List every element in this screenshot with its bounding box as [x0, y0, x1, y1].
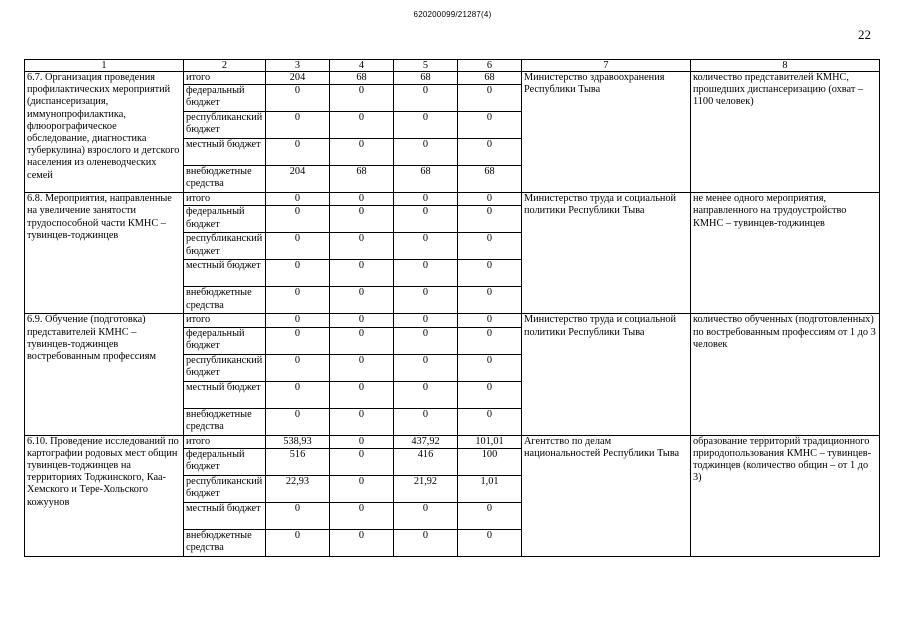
table-row — [25, 435, 880, 448]
funding-value: 0 — [266, 193, 330, 206]
funding-value: 0 — [330, 112, 394, 139]
funding-value: 0 — [394, 381, 458, 408]
funding-value: 0 — [266, 327, 330, 354]
funding-source: федеральный бюджет — [184, 85, 266, 112]
funding-value: 0 — [266, 381, 330, 408]
column-header: 3 — [266, 60, 330, 72]
funding-value: 0 — [330, 206, 394, 233]
funding-value: 0 — [458, 85, 522, 112]
funding-value: 0 — [330, 327, 394, 354]
funding-value: 0 — [394, 139, 458, 166]
funding-value: 0 — [458, 193, 522, 206]
column-header: 4 — [330, 60, 394, 72]
funding-value: 0 — [458, 502, 522, 529]
table-body — [25, 60, 880, 557]
funding-source: внебюджетные средства — [184, 408, 266, 435]
funding-value: 101,01 — [458, 435, 522, 448]
expected-result: не менее одного мероприятия, направленного на трудоустройство КМНС – тувинцев-тоджинцев — [691, 193, 880, 314]
funding-value: 0 — [394, 112, 458, 139]
funding-value: 68 — [458, 166, 522, 193]
funding-value: 204 — [266, 72, 330, 85]
funding-value: 0 — [330, 193, 394, 206]
funding-value: 21,92 — [394, 475, 458, 502]
funding-value: 0 — [394, 529, 458, 556]
funding-value: 0 — [266, 112, 330, 139]
column-header: 7 — [522, 60, 691, 72]
funding-value: 0 — [330, 448, 394, 475]
funding-source: итого — [184, 435, 266, 448]
column-number-row — [25, 60, 880, 72]
funding-value: 538,93 — [266, 435, 330, 448]
funding-value: 0 — [394, 233, 458, 260]
funding-value: 0 — [266, 260, 330, 287]
responsible-organization: Министерство труда и социальной политики Республики Тыва — [522, 193, 691, 314]
funding-value: 0 — [330, 233, 394, 260]
activity-name: 6.8. Мероприятия, направленные на увеличение занятости трудоспособной части КМНС – тувинцев-тоджинцев — [25, 193, 184, 314]
column-header: 1 — [25, 60, 184, 72]
funding-value: 0 — [394, 327, 458, 354]
funding-value: 0 — [330, 529, 394, 556]
funding-value: 0 — [458, 206, 522, 233]
funding-value: 0 — [266, 354, 330, 381]
funding-value: 0 — [266, 529, 330, 556]
activity-name: 6.9. Обучение (подготовка) представителей КМНС – тувинцев-тоджинцев востребованным профессиям — [25, 314, 184, 435]
funding-value: 68 — [394, 166, 458, 193]
funding-value: 516 — [266, 448, 330, 475]
funding-source: федеральный бюджет — [184, 206, 266, 233]
funding-value: 68 — [394, 72, 458, 85]
funding-value: 0 — [458, 381, 522, 408]
funding-value: 0 — [458, 112, 522, 139]
funding-source: республиканский бюджет — [184, 354, 266, 381]
funding-value: 68 — [330, 166, 394, 193]
funding-value: 0 — [394, 193, 458, 206]
funding-source: итого — [184, 193, 266, 206]
funding-source: внебюджетные средства — [184, 287, 266, 314]
funding-value: 0 — [458, 139, 522, 166]
funding-value: 0 — [458, 354, 522, 381]
funding-value: 0 — [458, 314, 522, 327]
funding-value: 68 — [458, 72, 522, 85]
funding-value: 0 — [330, 139, 394, 166]
funding-source: внебюджетные средства — [184, 166, 266, 193]
funding-value: 0 — [458, 260, 522, 287]
funding-value: 0 — [330, 408, 394, 435]
page-number: 22 — [858, 27, 871, 42]
table-row — [25, 72, 880, 85]
responsible-organization: Агентство по делам национальностей Республики Тыва — [522, 435, 691, 556]
funding-value: 0 — [458, 408, 522, 435]
table-row — [25, 314, 880, 327]
column-header: 6 — [458, 60, 522, 72]
funding-source: республиканский бюджет — [184, 112, 266, 139]
funding-value: 0 — [330, 287, 394, 314]
funding-value: 22,93 — [266, 475, 330, 502]
funding-value: 0 — [394, 502, 458, 529]
funding-value: 0 — [394, 287, 458, 314]
funding-value: 0 — [266, 314, 330, 327]
funding-value: 0 — [266, 502, 330, 529]
funding-value: 0 — [330, 85, 394, 112]
funding-value: 0 — [458, 287, 522, 314]
funding-value: 0 — [330, 475, 394, 502]
expected-result: образование территорий традиционного природопользования КМНС – тувинцев-тоджинцев (количество общин – от 1 до 3) — [691, 435, 880, 556]
document-id: 620200099/21287(4) — [413, 10, 492, 19]
activity-name: 6.10. Проведение исследований по картографии родовых мест общин тувинцев-тоджинцев на территориях Тоджинского, Каа-Хемского и Тере-Хольского кожуунов — [25, 435, 184, 556]
funding-value: 0 — [266, 139, 330, 166]
funding-value: 0 — [394, 354, 458, 381]
funding-value: 0 — [458, 233, 522, 260]
funding-value: 0 — [394, 206, 458, 233]
funding-value: 0 — [330, 435, 394, 448]
column-header: 5 — [394, 60, 458, 72]
column-header: 2 — [184, 60, 266, 72]
funding-value: 0 — [394, 314, 458, 327]
funding-value: 0 — [458, 327, 522, 354]
funding-value: 68 — [330, 72, 394, 85]
funding-value: 0 — [266, 233, 330, 260]
funding-value: 0 — [266, 287, 330, 314]
funding-value: 0 — [394, 260, 458, 287]
funding-value: 0 — [266, 85, 330, 112]
funding-source: местный бюджет — [184, 502, 266, 529]
expected-result: количество представителей КМНС, прошедших диспансеризацию (охват – 1100 человек) — [691, 72, 880, 193]
funding-value: 0 — [330, 502, 394, 529]
funding-value: 0 — [330, 260, 394, 287]
funding-value: 204 — [266, 166, 330, 193]
funding-value: 0 — [394, 408, 458, 435]
funding-value: 0 — [266, 408, 330, 435]
funding-source: местный бюджет — [184, 139, 266, 166]
funding-value: 100 — [458, 448, 522, 475]
responsible-organization: Министерство здравоохранения Республики Тыва — [522, 72, 691, 193]
funding-source: внебюджетные средства — [184, 529, 266, 556]
column-header: 8 — [691, 60, 880, 72]
funding-source: республиканский бюджет — [184, 475, 266, 502]
funding-source: итого — [184, 72, 266, 85]
funding-value: 416 — [394, 448, 458, 475]
funding-source: местный бюджет — [184, 381, 266, 408]
funding-source: федеральный бюджет — [184, 448, 266, 475]
funding-value: 0 — [394, 85, 458, 112]
funding-value: 0 — [330, 381, 394, 408]
activity-name: 6.7. Организация проведения профилактических мероприятий (диспансеризация, иммунопрофилактика, флюорографическое обследование, диагностика туберкулина) взрослого и детского населения из оленеводческих семей — [25, 72, 184, 193]
funding-source: местный бюджет — [184, 260, 266, 287]
funding-value: 0 — [330, 314, 394, 327]
expected-result: количество обученных (подготовленных) по востребованным профессиям от 1 до 3 человек — [691, 314, 880, 435]
program-table — [24, 59, 880, 557]
table-row — [25, 193, 880, 206]
funding-value: 0 — [458, 529, 522, 556]
funding-source: итого — [184, 314, 266, 327]
funding-source: республиканский бюджет — [184, 233, 266, 260]
funding-value: 0 — [330, 354, 394, 381]
funding-source: федеральный бюджет — [184, 327, 266, 354]
funding-value: 1,01 — [458, 475, 522, 502]
funding-value: 0 — [266, 206, 330, 233]
funding-value: 437,92 — [394, 435, 458, 448]
responsible-organization: Министерство труда и социальной политики Республики Тыва — [522, 314, 691, 435]
